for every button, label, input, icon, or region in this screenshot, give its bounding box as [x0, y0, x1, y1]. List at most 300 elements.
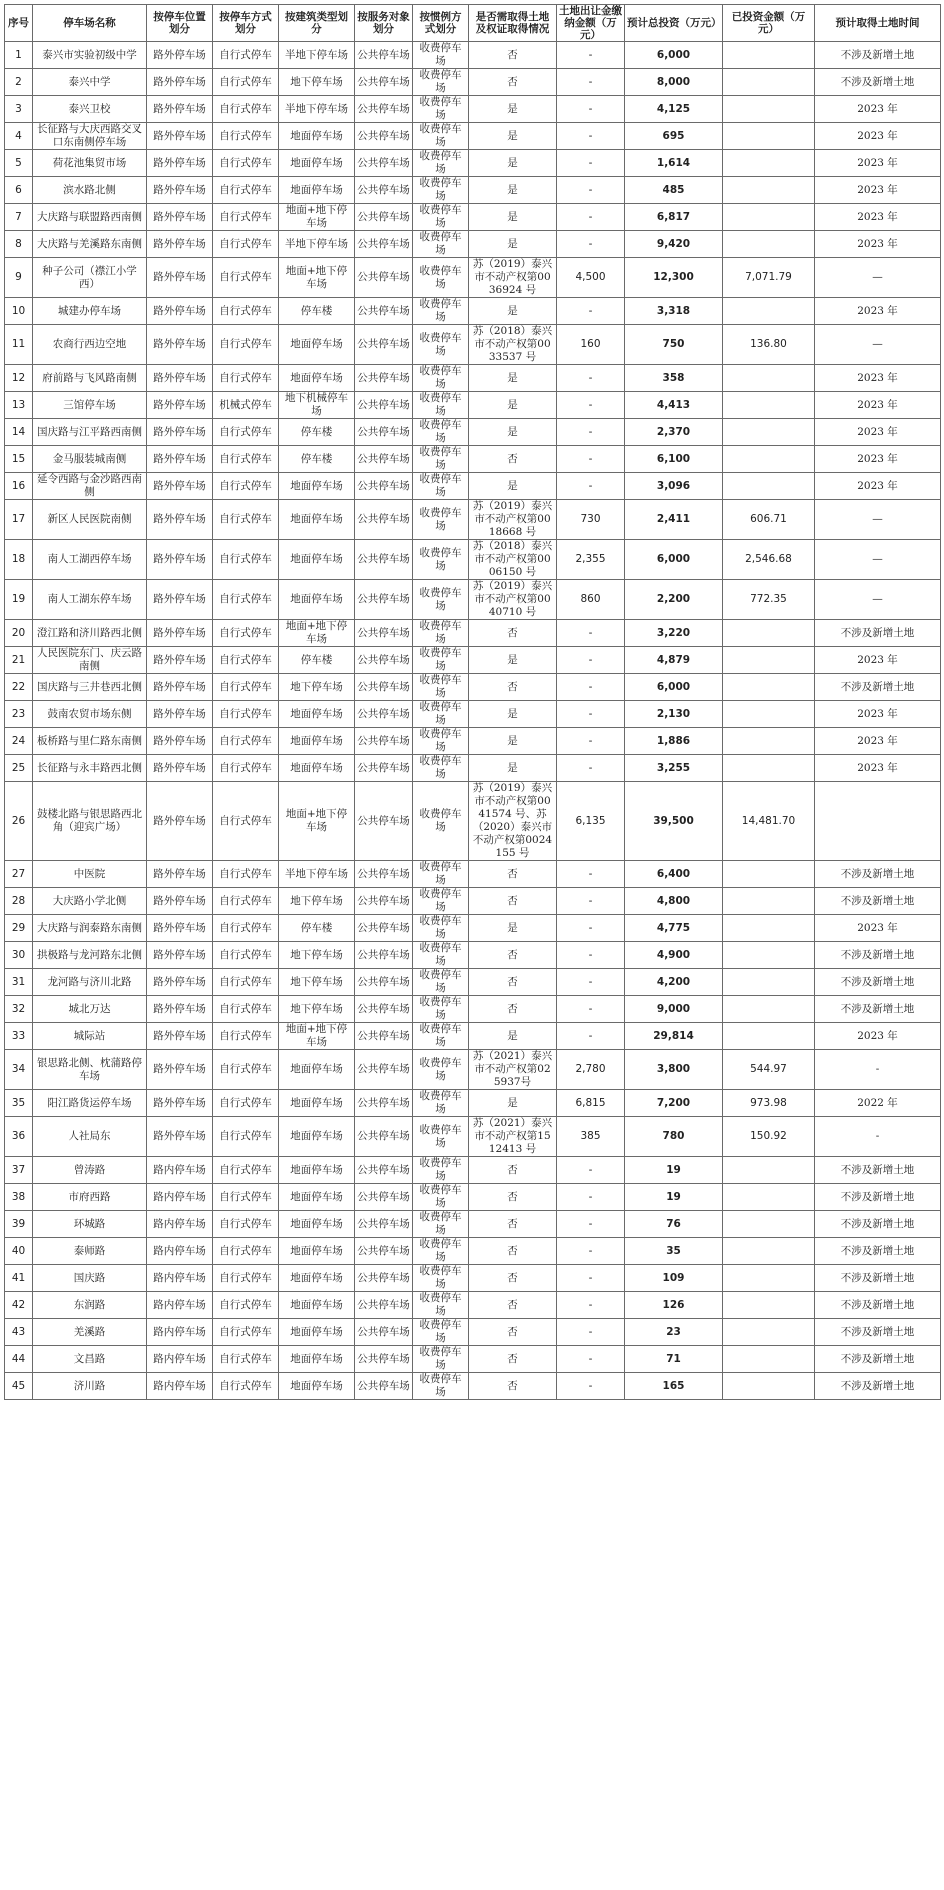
cell-method: 自行式停车 [213, 701, 279, 728]
cell-position: 路外停车场 [147, 258, 213, 298]
cell-name: 市府西路 [33, 1184, 147, 1211]
cell-seq: 10 [5, 298, 33, 325]
cell-seq: 7 [5, 204, 33, 231]
cell-landfee: - [557, 96, 625, 123]
cell-method: 自行式停车 [213, 473, 279, 500]
table-row [5, 446, 941, 473]
table-row [5, 728, 941, 755]
cell-landfee: 860 [557, 580, 625, 620]
cell-landcert: 否 [469, 996, 557, 1023]
cell-position: 路外停车场 [147, 96, 213, 123]
cell-service: 公共停车场 [355, 325, 413, 365]
cell-position: 路外停车场 [147, 647, 213, 674]
cell-invested [723, 419, 815, 446]
cell-position: 路外停车场 [147, 500, 213, 540]
cell-seq: 31 [5, 969, 33, 996]
cell-building: 地面停车场 [279, 473, 355, 500]
cell-seq: 24 [5, 728, 33, 755]
cell-landcert: 否 [469, 42, 557, 69]
cell-landtime: 不涉及新增土地 [815, 42, 941, 69]
cell-invest: 4,775 [625, 915, 723, 942]
cell-landtime: 不涉及新增土地 [815, 620, 941, 647]
cell-method: 自行式停车 [213, 1292, 279, 1319]
header-row [5, 5, 941, 42]
cell-charge: 收费停车场 [413, 123, 469, 150]
table-row [5, 1265, 941, 1292]
cell-method: 自行式停车 [213, 1184, 279, 1211]
cell-building: 停车楼 [279, 915, 355, 942]
cell-method: 自行式停车 [213, 861, 279, 888]
cell-landtime: 2023 年 [815, 755, 941, 782]
cell-seq: 40 [5, 1238, 33, 1265]
cell-charge: 收费停车场 [413, 1238, 469, 1265]
cell-method: 自行式停车 [213, 915, 279, 942]
cell-landfee: - [557, 177, 625, 204]
cell-charge: 收费停车场 [413, 1090, 469, 1117]
cell-building: 停车楼 [279, 446, 355, 473]
cell-landfee: 6,815 [557, 1090, 625, 1117]
cell-name: 阳江路货运停车场 [33, 1090, 147, 1117]
cell-service: 公共停车场 [355, 1157, 413, 1184]
cell-invested [723, 231, 815, 258]
cell-name: 泰师路 [33, 1238, 147, 1265]
cell-invest: 39,500 [625, 782, 723, 861]
cell-name: 泰兴中学 [33, 69, 147, 96]
cell-invest: 12,300 [625, 258, 723, 298]
cell-landfee: - [557, 915, 625, 942]
cell-invest: 4,879 [625, 647, 723, 674]
cell-service: 公共停车场 [355, 1265, 413, 1292]
cell-building: 半地下停车场 [279, 861, 355, 888]
cell-building: 地面停车场 [279, 150, 355, 177]
table-row [5, 177, 941, 204]
cell-service: 公共停车场 [355, 42, 413, 69]
cell-landcert: 是 [469, 231, 557, 258]
cell-seq: 28 [5, 888, 33, 915]
cell-seq: 23 [5, 701, 33, 728]
cell-seq: 22 [5, 674, 33, 701]
cell-landfee: - [557, 701, 625, 728]
header-landcert: 是否需取得土地及权证取得情况 [469, 5, 557, 42]
cell-charge: 收费停车场 [413, 1184, 469, 1211]
cell-landfee: - [557, 365, 625, 392]
cell-name: 鼓南农贸市场东侧 [33, 701, 147, 728]
cell-landtime: 不涉及新增土地 [815, 861, 941, 888]
cell-building: 地面停车场 [279, 728, 355, 755]
cell-landfee: - [557, 647, 625, 674]
cell-method: 自行式停车 [213, 1319, 279, 1346]
cell-service: 公共停车场 [355, 298, 413, 325]
cell-position: 路外停车场 [147, 580, 213, 620]
header-method: 按停车方式划分 [213, 5, 279, 42]
table-row [5, 473, 941, 500]
cell-method: 自行式停车 [213, 996, 279, 1023]
cell-invest: 6,000 [625, 540, 723, 580]
cell-service: 公共停车场 [355, 473, 413, 500]
cell-building: 地面停车场 [279, 500, 355, 540]
cell-charge: 收费停车场 [413, 755, 469, 782]
cell-landtime: 不涉及新增土地 [815, 1265, 941, 1292]
cell-invest: 29,814 [625, 1023, 723, 1050]
cell-charge: 收费停车场 [413, 915, 469, 942]
table-row [5, 1184, 941, 1211]
cell-landcert: 否 [469, 69, 557, 96]
cell-building: 地面+地下停车场 [279, 258, 355, 298]
cell-method: 自行式停车 [213, 1238, 279, 1265]
table-row [5, 1292, 941, 1319]
cell-name: 南人工湖西停车场 [33, 540, 147, 580]
cell-position: 路外停车场 [147, 325, 213, 365]
cell-landtime: — [815, 258, 941, 298]
cell-landfee: - [557, 1319, 625, 1346]
cell-charge: 收费停车场 [413, 1292, 469, 1319]
cell-position: 路外停车场 [147, 473, 213, 500]
cell-invest: 3,318 [625, 298, 723, 325]
cell-seq: 8 [5, 231, 33, 258]
cell-building: 地面停车场 [279, 1157, 355, 1184]
cell-name: 长征路与永丰路西北侧 [33, 755, 147, 782]
cell-landcert: 是 [469, 1090, 557, 1117]
cell-landfee: - [557, 888, 625, 915]
cell-charge: 收费停车场 [413, 96, 469, 123]
cell-method: 自行式停车 [213, 123, 279, 150]
header-landfee: 土地出让金缴纳金额（万元） [557, 5, 625, 42]
cell-landtime: 不涉及新增土地 [815, 1157, 941, 1184]
table-row [5, 69, 941, 96]
cell-invest: 8,000 [625, 69, 723, 96]
cell-invest: 19 [625, 1157, 723, 1184]
table-row [5, 942, 941, 969]
cell-method: 自行式停车 [213, 620, 279, 647]
cell-invested [723, 123, 815, 150]
cell-name: 国庆路与三井巷西北侧 [33, 674, 147, 701]
cell-landcert: 是 [469, 473, 557, 500]
cell-invested: 973.98 [723, 1090, 815, 1117]
cell-seq: 3 [5, 96, 33, 123]
cell-charge: 收费停车场 [413, 701, 469, 728]
cell-method: 自行式停车 [213, 500, 279, 540]
cell-position: 路外停车场 [147, 204, 213, 231]
table-row [5, 996, 941, 1023]
cell-building: 地面停车场 [279, 365, 355, 392]
cell-seq: 15 [5, 446, 33, 473]
cell-seq: 14 [5, 419, 33, 446]
cell-landcert: 是 [469, 647, 557, 674]
cell-landtime: 不涉及新增土地 [815, 996, 941, 1023]
header-landtime: 预计取得土地时间 [815, 5, 941, 42]
cell-seq: 5 [5, 150, 33, 177]
cell-landtime: 不涉及新增土地 [815, 1319, 941, 1346]
cell-name: 城建办停车场 [33, 298, 147, 325]
cell-position: 路外停车场 [147, 42, 213, 69]
cell-invest: 2,370 [625, 419, 723, 446]
cell-seq: 30 [5, 942, 33, 969]
cell-landfee: - [557, 861, 625, 888]
cell-seq: 44 [5, 1346, 33, 1373]
cell-landtime: 不涉及新增土地 [815, 942, 941, 969]
cell-name: 新区人民医院南侧 [33, 500, 147, 540]
table-row [5, 96, 941, 123]
cell-landtime: 不涉及新增土地 [815, 1373, 941, 1400]
header-charge: 按惯例方式划分 [413, 5, 469, 42]
cell-invested [723, 365, 815, 392]
cell-seq: 2 [5, 69, 33, 96]
cell-position: 路内停车场 [147, 1373, 213, 1400]
cell-seq: 18 [5, 540, 33, 580]
cell-method: 自行式停车 [213, 42, 279, 69]
cell-landfee: - [557, 446, 625, 473]
cell-invest: 6,000 [625, 42, 723, 69]
table-row [5, 204, 941, 231]
cell-service: 公共停车场 [355, 701, 413, 728]
cell-landcert: 是 [469, 1023, 557, 1050]
cell-name: 大庆路小学北侧 [33, 888, 147, 915]
cell-service: 公共停车场 [355, 1023, 413, 1050]
cell-seq: 35 [5, 1090, 33, 1117]
cell-service: 公共停车场 [355, 1292, 413, 1319]
cell-landcert: 否 [469, 1184, 557, 1211]
cell-landcert: 是 [469, 728, 557, 755]
table-row [5, 1211, 941, 1238]
cell-name: 人民医院东门、庆云路南侧 [33, 647, 147, 674]
cell-building: 地面+地下停车场 [279, 782, 355, 861]
cell-method: 自行式停车 [213, 942, 279, 969]
cell-method: 自行式停车 [213, 1157, 279, 1184]
cell-invest: 3,255 [625, 755, 723, 782]
cell-landtime: 2023 年 [815, 473, 941, 500]
cell-landtime: 不涉及新增土地 [815, 969, 941, 996]
cell-name: 滨水路北侧 [33, 177, 147, 204]
cell-service: 公共停车场 [355, 888, 413, 915]
cell-landcert: 否 [469, 888, 557, 915]
cell-charge: 收费停车场 [413, 1319, 469, 1346]
cell-landcert: 是 [469, 96, 557, 123]
cell-landfee: - [557, 1184, 625, 1211]
cell-landfee: - [557, 69, 625, 96]
cell-name: 国庆路 [33, 1265, 147, 1292]
cell-invested [723, 942, 815, 969]
cell-landcert: 苏（2021）泰兴市不动产权第1512413 号 [469, 1117, 557, 1157]
table-row [5, 1090, 941, 1117]
cell-service: 公共停车场 [355, 1238, 413, 1265]
cell-method: 自行式停车 [213, 365, 279, 392]
cell-building: 地面停车场 [279, 1184, 355, 1211]
cell-invest: 9,420 [625, 231, 723, 258]
cell-charge: 收费停车场 [413, 1265, 469, 1292]
cell-landfee: - [557, 1292, 625, 1319]
table-row [5, 325, 941, 365]
cell-landtime: 不涉及新增土地 [815, 674, 941, 701]
cell-service: 公共停车场 [355, 204, 413, 231]
cell-building: 地面+地下停车场 [279, 620, 355, 647]
table-row [5, 580, 941, 620]
header-position: 按停车位置划分 [147, 5, 213, 42]
cell-name: 大庆路与联盟路西南侧 [33, 204, 147, 231]
cell-landcert: 是 [469, 701, 557, 728]
cell-charge: 收费停车场 [413, 861, 469, 888]
cell-invest: 71 [625, 1346, 723, 1373]
cell-invested [723, 728, 815, 755]
cell-service: 公共停车场 [355, 1050, 413, 1090]
cell-invested: 150.92 [723, 1117, 815, 1157]
cell-name: 羌溪路 [33, 1319, 147, 1346]
cell-landfee: 385 [557, 1117, 625, 1157]
cell-landfee: - [557, 1023, 625, 1050]
cell-name: 济川路 [33, 1373, 147, 1400]
cell-building: 停车楼 [279, 647, 355, 674]
cell-charge: 收费停车场 [413, 1157, 469, 1184]
cell-landcert: 否 [469, 1346, 557, 1373]
cell-invested [723, 177, 815, 204]
cell-landtime: 2023 年 [815, 1023, 941, 1050]
cell-name: 板桥路与里仁路东南侧 [33, 728, 147, 755]
cell-building: 地下停车场 [279, 69, 355, 96]
cell-position: 路外停车场 [147, 419, 213, 446]
cell-seq: 16 [5, 473, 33, 500]
cell-charge: 收费停车场 [413, 1211, 469, 1238]
cell-position: 路内停车场 [147, 1319, 213, 1346]
cell-landcert: 苏（2019）泰兴市不动产权第0041574 号、苏（2020）泰兴市不动产权第0024155 号 [469, 782, 557, 861]
cell-position: 路外停车场 [147, 674, 213, 701]
cell-name: 三馆停车场 [33, 392, 147, 419]
cell-name: 大庆路与羌溪路东南侧 [33, 231, 147, 258]
cell-service: 公共停车场 [355, 540, 413, 580]
cell-landtime: - [815, 1050, 941, 1090]
cell-invest: 165 [625, 1373, 723, 1400]
table-row [5, 1346, 941, 1373]
cell-name: 环城路 [33, 1211, 147, 1238]
cell-name: 人社局东 [33, 1117, 147, 1157]
cell-position: 路外停车场 [147, 177, 213, 204]
cell-invested [723, 1184, 815, 1211]
cell-charge: 收费停车场 [413, 942, 469, 969]
cell-charge: 收费停车场 [413, 728, 469, 755]
cell-landtime: — [815, 580, 941, 620]
cell-method: 自行式停车 [213, 1211, 279, 1238]
cell-seq: 37 [5, 1157, 33, 1184]
cell-charge: 收费停车场 [413, 888, 469, 915]
cell-invested: 7,071.79 [723, 258, 815, 298]
cell-invest: 4,125 [625, 96, 723, 123]
cell-method: 自行式停车 [213, 1050, 279, 1090]
cell-invested [723, 1211, 815, 1238]
cell-landfee: - [557, 123, 625, 150]
cell-building: 地面停车场 [279, 123, 355, 150]
cell-method: 自行式停车 [213, 969, 279, 996]
cell-position: 路外停车场 [147, 728, 213, 755]
cell-method: 自行式停车 [213, 258, 279, 298]
cell-name: 府前路与飞风路南侧 [33, 365, 147, 392]
cell-service: 公共停车场 [355, 674, 413, 701]
cell-charge: 收费停车场 [413, 298, 469, 325]
parking-lot-table [4, 4, 941, 1400]
table-row [5, 1319, 941, 1346]
cell-service: 公共停车场 [355, 580, 413, 620]
cell-invest: 6,400 [625, 861, 723, 888]
cell-position: 路外停车场 [147, 392, 213, 419]
cell-landtime: — [815, 325, 941, 365]
cell-landfee: - [557, 996, 625, 1023]
cell-landfee: - [557, 473, 625, 500]
cell-landtime: 2023 年 [815, 177, 941, 204]
cell-landfee: 2,780 [557, 1050, 625, 1090]
cell-landtime: 不涉及新增土地 [815, 1346, 941, 1373]
cell-method: 自行式停车 [213, 204, 279, 231]
cell-seq: 34 [5, 1050, 33, 1090]
cell-invested [723, 392, 815, 419]
table-row [5, 1373, 941, 1400]
cell-invest: 126 [625, 1292, 723, 1319]
cell-invested [723, 996, 815, 1023]
cell-method: 自行式停车 [213, 580, 279, 620]
table-row [5, 42, 941, 69]
cell-position: 路外停车场 [147, 1023, 213, 1050]
cell-method: 自行式停车 [213, 419, 279, 446]
cell-position: 路外停车场 [147, 620, 213, 647]
cell-building: 地面+地下停车场 [279, 1023, 355, 1050]
cell-service: 公共停车场 [355, 942, 413, 969]
cell-invest: 2,200 [625, 580, 723, 620]
cell-landtime: — [815, 540, 941, 580]
cell-invest: 695 [625, 123, 723, 150]
cell-landcert: 否 [469, 1238, 557, 1265]
cell-service: 公共停车场 [355, 1346, 413, 1373]
cell-invest: 19 [625, 1184, 723, 1211]
cell-position: 路外停车场 [147, 231, 213, 258]
cell-charge: 收费停车场 [413, 1346, 469, 1373]
cell-service: 公共停车场 [355, 69, 413, 96]
cell-invested [723, 1319, 815, 1346]
cell-charge: 收费停车场 [413, 204, 469, 231]
cell-landfee: 2,355 [557, 540, 625, 580]
cell-position: 路外停车场 [147, 123, 213, 150]
table-row [5, 782, 941, 861]
cell-invested [723, 150, 815, 177]
cell-name: 泰兴市实验初级中学 [33, 42, 147, 69]
cell-position: 路内停车场 [147, 1238, 213, 1265]
cell-landfee: 730 [557, 500, 625, 540]
table-row [5, 500, 941, 540]
cell-landfee: - [557, 392, 625, 419]
header-service: 按服务对象划分 [355, 5, 413, 42]
cell-seq: 41 [5, 1265, 33, 1292]
cell-invest: 3,096 [625, 473, 723, 500]
cell-invested [723, 1238, 815, 1265]
cell-seq: 12 [5, 365, 33, 392]
cell-seq: 38 [5, 1184, 33, 1211]
cell-invest: 485 [625, 177, 723, 204]
cell-landtime: 2023 年 [815, 231, 941, 258]
cell-invested [723, 298, 815, 325]
cell-method: 自行式停车 [213, 1373, 279, 1400]
cell-landfee: 6,135 [557, 782, 625, 861]
cell-seq: 42 [5, 1292, 33, 1319]
cell-service: 公共停车场 [355, 969, 413, 996]
cell-position: 路外停车场 [147, 69, 213, 96]
cell-invested [723, 888, 815, 915]
cell-landtime: 不涉及新增土地 [815, 69, 941, 96]
cell-seq: 20 [5, 620, 33, 647]
cell-building: 地下停车场 [279, 674, 355, 701]
cell-service: 公共停车场 [355, 392, 413, 419]
cell-name: 泰兴卫校 [33, 96, 147, 123]
cell-landfee: - [557, 1157, 625, 1184]
table-row [5, 888, 941, 915]
cell-landcert: 是 [469, 298, 557, 325]
cell-charge: 收费停车场 [413, 419, 469, 446]
cell-charge: 收费停车场 [413, 1373, 469, 1400]
cell-landtime: 2023 年 [815, 915, 941, 942]
